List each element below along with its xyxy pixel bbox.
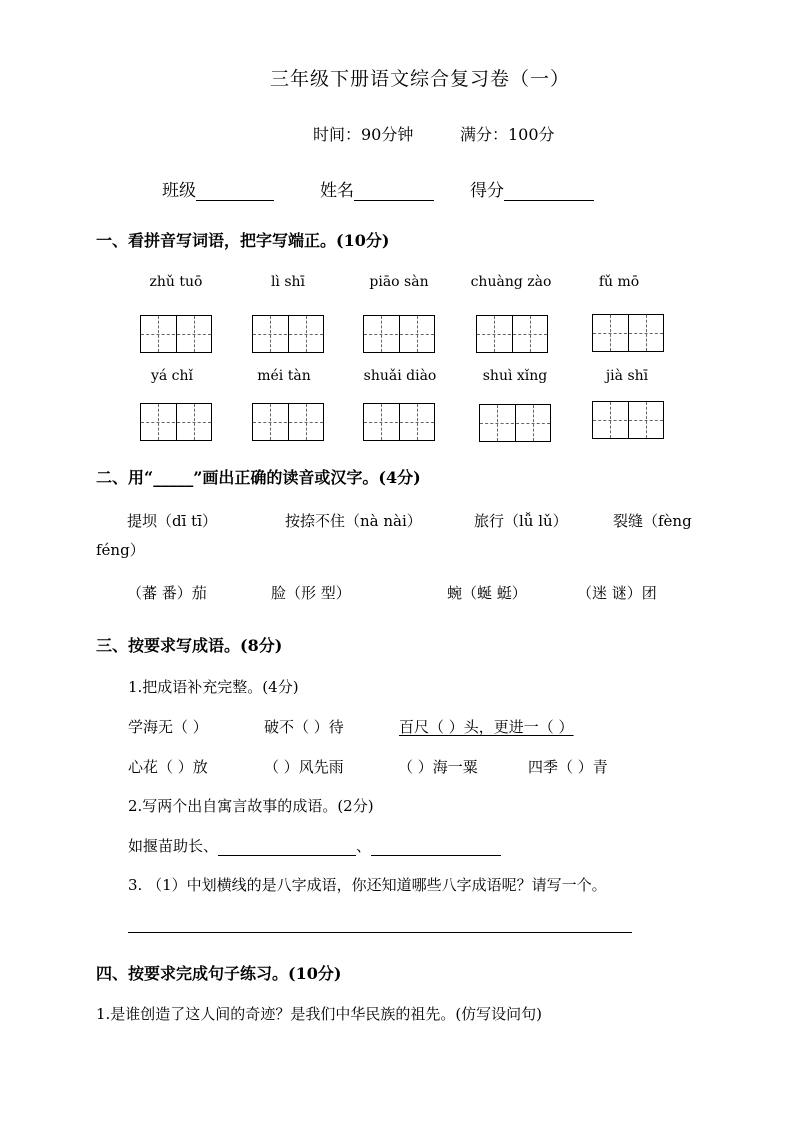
- idiom-blank[interactable]: 破不（ ）待: [264, 718, 344, 736]
- class-blank[interactable]: [196, 182, 274, 201]
- pinyin-label: méi tàn: [257, 368, 311, 384]
- idiom-blank[interactable]: （ ）海一粟: [398, 758, 478, 776]
- pinyin-label: chuàng zào: [470, 274, 552, 290]
- writing-grid[interactable]: [476, 315, 548, 353]
- name-blank[interactable]: [354, 182, 434, 201]
- writing-grid[interactable]: [479, 404, 551, 442]
- section3-heading: 三、按要求写成语。(8分): [96, 636, 283, 655]
- fable-idiom-line: [128, 835, 501, 856]
- class-field[interactable]: [162, 176, 274, 201]
- class-label: 班级: [162, 181, 196, 201]
- question-3-1: 1.把成语补充完整。(4分): [128, 678, 299, 696]
- choice-item[interactable]: 裂缝（fèng: [613, 512, 692, 530]
- choice-item[interactable]: （蕃 番）茄: [127, 584, 207, 602]
- writing-grid[interactable]: [252, 315, 324, 353]
- section1-heading: 一、看拼音写词语，把字写端正。(10分): [96, 231, 390, 250]
- fable-prefix: 如揠苗助长、: [128, 837, 219, 855]
- choice-item[interactable]: 提坝（dī tī）: [127, 512, 217, 530]
- writing-grid[interactable]: [363, 315, 435, 353]
- pinyin-label: shuǎi diào: [363, 368, 437, 384]
- writing-grid[interactable]: [363, 403, 435, 441]
- writing-grid[interactable]: [252, 403, 324, 441]
- score-blank[interactable]: [504, 182, 594, 201]
- answer-line[interactable]: [128, 932, 632, 933]
- idiom-blank[interactable]: 学海无（ ）: [128, 718, 208, 736]
- idiom-blank[interactable]: 四季（ ）青: [528, 758, 608, 776]
- question-4-1: 1.是谁创造了这人间的奇迹？是我们中华民族的祖先。(仿写设问句): [96, 1005, 543, 1023]
- choice-item[interactable]: 旅行（lǚ lǔ）: [474, 512, 568, 530]
- question-3-2: 2.写两个出自寓言故事的成语。(2分): [128, 797, 374, 815]
- writing-grid[interactable]: [140, 403, 212, 441]
- fable-blank-2[interactable]: [371, 837, 501, 856]
- page-title: 三年级下册语文综合复习卷（一）: [269, 68, 570, 90]
- pinyin-label: fǔ mō: [598, 274, 640, 290]
- choice-item-wrap: féng）: [96, 541, 145, 559]
- fable-separator: 、: [356, 837, 372, 855]
- time-label: 时间：90分钟: [313, 125, 414, 144]
- score-field[interactable]: [470, 176, 594, 201]
- pinyin-label: jià shī: [605, 368, 649, 384]
- full-score-label: 满分：100分: [460, 125, 555, 144]
- writing-grid[interactable]: [592, 314, 664, 352]
- fable-blank-1[interactable]: [218, 837, 356, 856]
- question-3-3: 3. （1）中划横线的是八字成语，你还知道哪些八字成语呢？请写一个。: [128, 876, 607, 894]
- choice-item[interactable]: 脸（形 型）: [271, 584, 351, 602]
- name-field[interactable]: [320, 176, 434, 201]
- pinyin-label: shuì xǐng: [482, 368, 548, 384]
- section4-heading: 四、按要求完成句子练习。(10分): [96, 964, 342, 983]
- pinyin-label: lì shī: [270, 274, 306, 290]
- section2-heading: 二、用“_____”画出正确的读音或汉字。(4分): [96, 468, 421, 487]
- pinyin-label: piāo sàn: [369, 274, 429, 290]
- name-label: 姓名: [320, 181, 354, 201]
- choice-item[interactable]: 蜿（蜒 蜓）: [447, 584, 527, 602]
- idiom-blank-underlined[interactable]: 百尺（ ）头，更进一（ ）: [399, 718, 574, 736]
- choice-item[interactable]: 按捺不住（nà nài）: [285, 512, 422, 530]
- pinyin-label: yá chǐ: [150, 368, 194, 384]
- idiom-blank[interactable]: （ ）风先雨: [264, 758, 344, 776]
- score-label: 得分: [470, 181, 504, 201]
- pinyin-label: zhǔ tuō: [149, 274, 203, 290]
- choice-item[interactable]: （迷 谜）团: [577, 584, 657, 602]
- writing-grid[interactable]: [140, 315, 212, 353]
- idiom-blank[interactable]: 心花（ ）放: [128, 758, 208, 776]
- writing-grid[interactable]: [592, 401, 664, 439]
